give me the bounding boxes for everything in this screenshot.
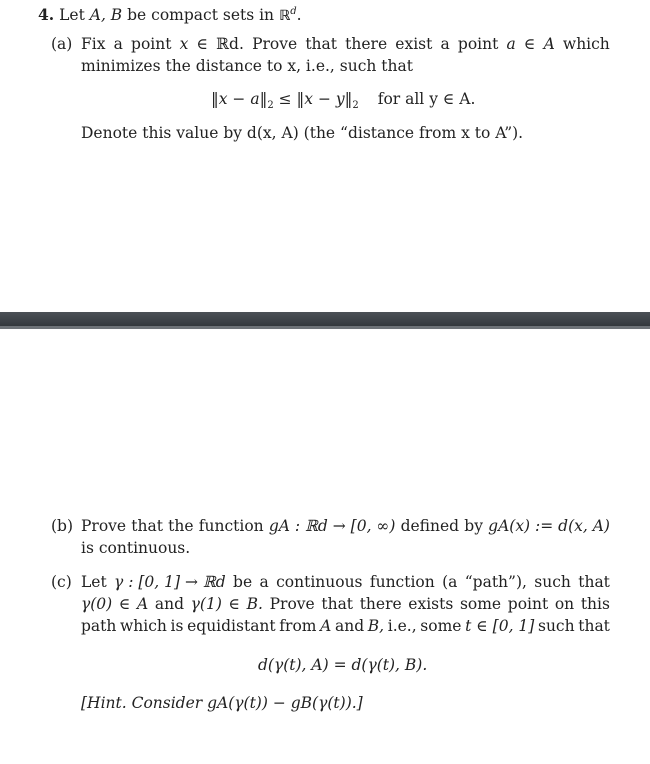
word: some [459, 595, 502, 613]
word: A [137, 595, 149, 613]
part-c-line-3 [81, 616, 610, 636]
word: a [259, 573, 269, 591]
word: ∈ [196, 35, 209, 53]
word: there [359, 595, 402, 613]
page-divider [0, 312, 650, 329]
word: ∈ [118, 595, 131, 613]
word: and [334, 617, 365, 635]
sets-symbol: A, B [89, 6, 123, 24]
eq-le: ≤ [273, 90, 297, 108]
word: and [154, 595, 184, 613]
part-a-line-3: Denote this value by d(x, A) (the “distance from x to A”). [81, 124, 524, 142]
word: point [507, 595, 549, 613]
word: function [198, 517, 264, 535]
word: point [131, 35, 172, 53]
word: Prove [269, 595, 315, 613]
word: Prove [252, 35, 298, 53]
word: exists [408, 595, 454, 613]
problem-heading [38, 5, 302, 26]
word: from [279, 617, 317, 635]
word: i.e., [387, 617, 417, 635]
word: a [506, 35, 516, 53]
intro-text-2: be compact sets in [122, 6, 279, 24]
word: a [440, 35, 450, 53]
word: gA : ℝd → [0, ∞) [268, 517, 396, 535]
word: x [179, 35, 189, 53]
period: . [296, 6, 302, 24]
word: be [233, 573, 253, 591]
word: γ(0) [81, 595, 113, 613]
word: there [345, 35, 388, 53]
word: that [321, 595, 354, 613]
eq-right: ‖x − y‖ [296, 90, 353, 108]
part-c-line-1 [81, 572, 610, 592]
word: path [81, 617, 117, 635]
problem-number: 4. [38, 5, 55, 24]
part-c-label: (c) [51, 573, 72, 591]
part-a-equation [211, 89, 476, 112]
word: γ(1) [190, 595, 222, 613]
word: which [120, 617, 167, 635]
dimension-superscript: d [290, 5, 297, 17]
word: such [537, 617, 575, 635]
word: that [578, 573, 610, 591]
part-c-hint: [Hint. Consider gA(γ(t)) − gB(γ(t)).] [81, 694, 363, 712]
word: point [457, 35, 499, 53]
word: ℝd. [216, 35, 244, 53]
eq-left: ‖x − a‖ [211, 90, 268, 108]
word: ∈ [228, 595, 240, 613]
intro-text: Let [59, 6, 90, 24]
part-c-equation: d(γ(t), A) = d(γ(t), B). [258, 656, 428, 674]
word: continuous [276, 573, 363, 591]
word: function [369, 573, 435, 591]
word: exist [395, 35, 433, 53]
word: some [420, 617, 462, 635]
word: a [113, 35, 123, 53]
part-a-label: (a) [51, 35, 73, 53]
word: that [131, 517, 163, 535]
word: t ∈ [0, 1] [465, 617, 535, 635]
word: A [320, 617, 332, 635]
word: by [464, 517, 483, 535]
eq-for-all: for all y ∈ A. [377, 90, 476, 108]
word: equidistant [187, 617, 276, 635]
word: “path”), [464, 573, 527, 591]
reals-symbol: ℝ [278, 8, 291, 24]
word: which [562, 35, 610, 53]
word: Prove [81, 517, 127, 535]
word: on [554, 595, 575, 613]
word: ∈ [523, 35, 536, 53]
part-b-line-2: is continuous. [81, 539, 191, 557]
part-b-line-1 [81, 516, 610, 536]
eq-sub-2: 2 [352, 100, 359, 112]
word: Fix [81, 35, 106, 53]
word: that [305, 35, 338, 53]
word: defined [400, 517, 460, 535]
eq-sub: 2 [267, 100, 274, 112]
word: (a [442, 573, 458, 591]
word: B. [246, 595, 263, 613]
word: is [170, 617, 184, 635]
part-a-line-2: minimizes the distance to x, i.e., such that [81, 57, 413, 75]
word: γ : [0, 1] → ℝd [114, 573, 226, 591]
part-b-label: (b) [51, 517, 74, 535]
word: B, [367, 617, 385, 635]
part-c-line-2 [81, 594, 610, 614]
word: A [543, 35, 555, 53]
word: such [534, 573, 571, 591]
word: Let [81, 573, 107, 591]
word: gA(x) := d(x, A) [488, 517, 610, 535]
word: the [168, 517, 194, 535]
word: that [578, 617, 610, 635]
word: this [580, 595, 610, 613]
part-a-line-1 [81, 34, 610, 54]
